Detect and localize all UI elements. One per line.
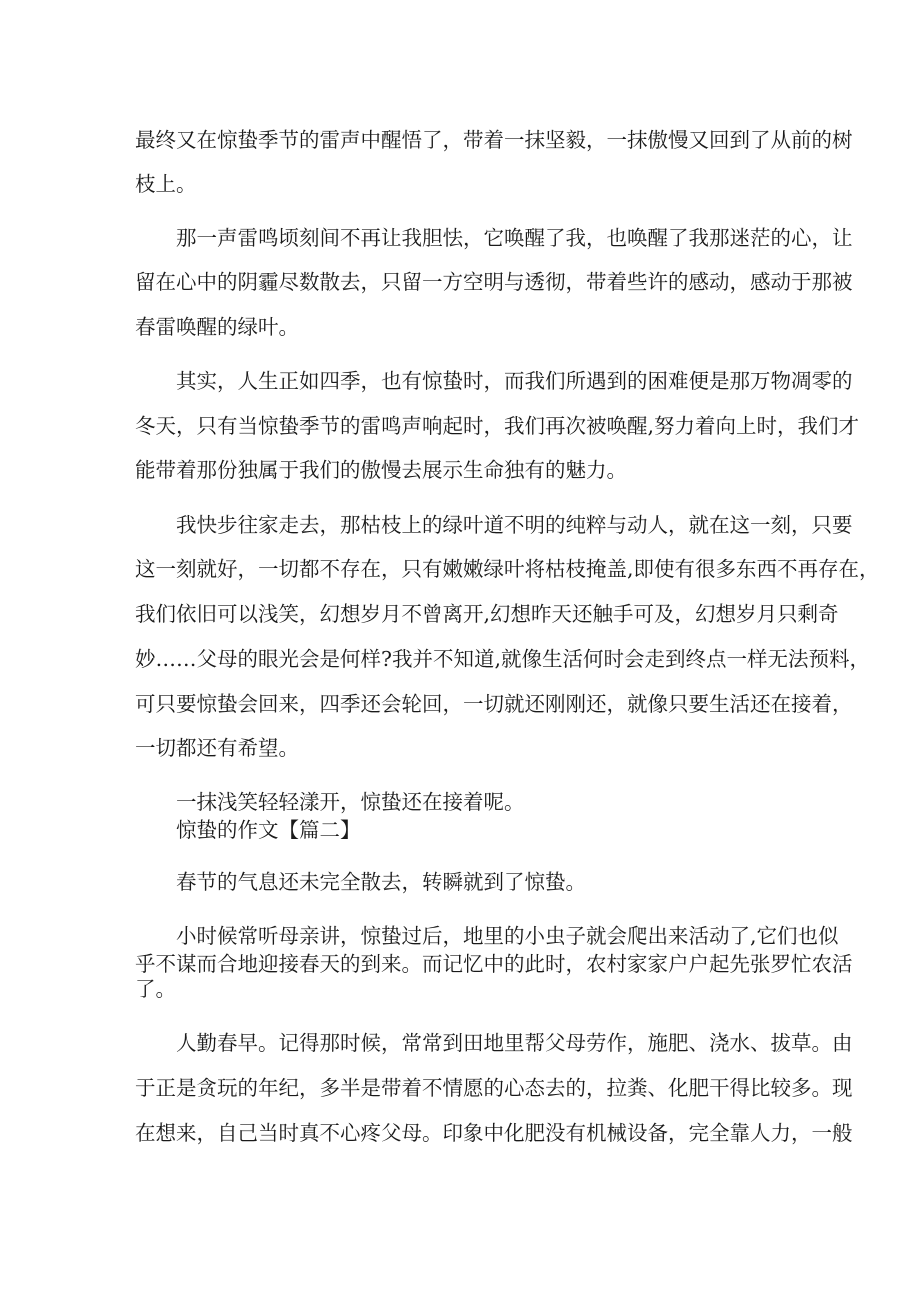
text-line: 乎不谋而合地迎接春天的到来。而记忆中的此时，农村家家户户起先张罗忙农活 — [135, 952, 853, 976]
text-line: 冬天，只有当惊蛰季节的雷鸣声响起时，我们再次被唤醒,努力着向上时，我们才 — [135, 414, 860, 438]
text-line: 于正是贪玩的年纪，多半是带着不情愿的心态去的，拉粪、化肥干得比较多。现 — [135, 1076, 853, 1100]
text-line: 一抹浅笑轻轻漾开，惊蛰还在接着呢。 — [176, 790, 525, 814]
text-line: 小时候常听母亲讲，惊蛰过后，地里的小虫子就会爬出来活动了,它们也似 — [176, 924, 839, 948]
text-line: 我快步往家走去，那枯枝上的绿叶道不明的纯粹与动人，就在这一刻，只要 — [176, 513, 853, 537]
section-heading: 惊蛰的作文【篇二】 — [176, 818, 361, 842]
text-line: 这一刻就好，一切都不存在，只有嫩嫩绿叶将枯枝掩盖,即使有很多东西不再存在， — [135, 557, 880, 581]
text-line: 那一声雷鸣顷刻间不再让我胆怯，它唤醒了我，也唤醒了我那迷茫的心，让 — [176, 226, 853, 250]
text-line: 其实，人生正如四季，也有惊蛰时，而我们所遇到的困难便是那万物凋零的 — [176, 369, 853, 393]
text-line: 人勤春早。记得那时候，常常到田地里帮父母劳作，施肥、浇水、拔草。由 — [176, 1031, 853, 1055]
text-line: 可只要惊蛰会回来，四季还会轮回，一切就还刚刚还，就像只要生活还在接着， — [135, 692, 853, 716]
text-line: 枝上。 — [135, 172, 197, 196]
text-line: 春节的气息还未完全散去，转瞬就到了惊蛰。 — [176, 870, 586, 894]
text-line: 春雷唤醒的绿叶。 — [135, 315, 299, 339]
text-line: 我们依旧可以浅笑，幻想岁月不曾离开,幻想昨天还触手可及，幻想岁月只剩奇 — [135, 602, 839, 626]
text-line: 最终又在惊蛰季节的雷声中醒悟了，带着一抹坚毅，一抹傲慢又回到了从前的树 — [135, 128, 853, 152]
text-line: 妙……父母的眼光会是何样?我并不知道,就像生活何时会走到终点一样无法预料， — [135, 647, 871, 671]
text-line: 了。 — [135, 977, 176, 1001]
text-line: 留在心中的阴霾尽数散去，只留一方空明与透彻，带着些许的感动，感动于那被 — [135, 270, 853, 294]
text-line: 能带着那份独属于我们的傲慢去展示生命独有的魅力。 — [135, 458, 627, 482]
text-line: 一切都还有希望。 — [135, 736, 299, 760]
text-line: 在想来，自己当时真不心疼父母。印象中化肥没有机械设备，完全靠人力，一般 — [135, 1121, 853, 1145]
